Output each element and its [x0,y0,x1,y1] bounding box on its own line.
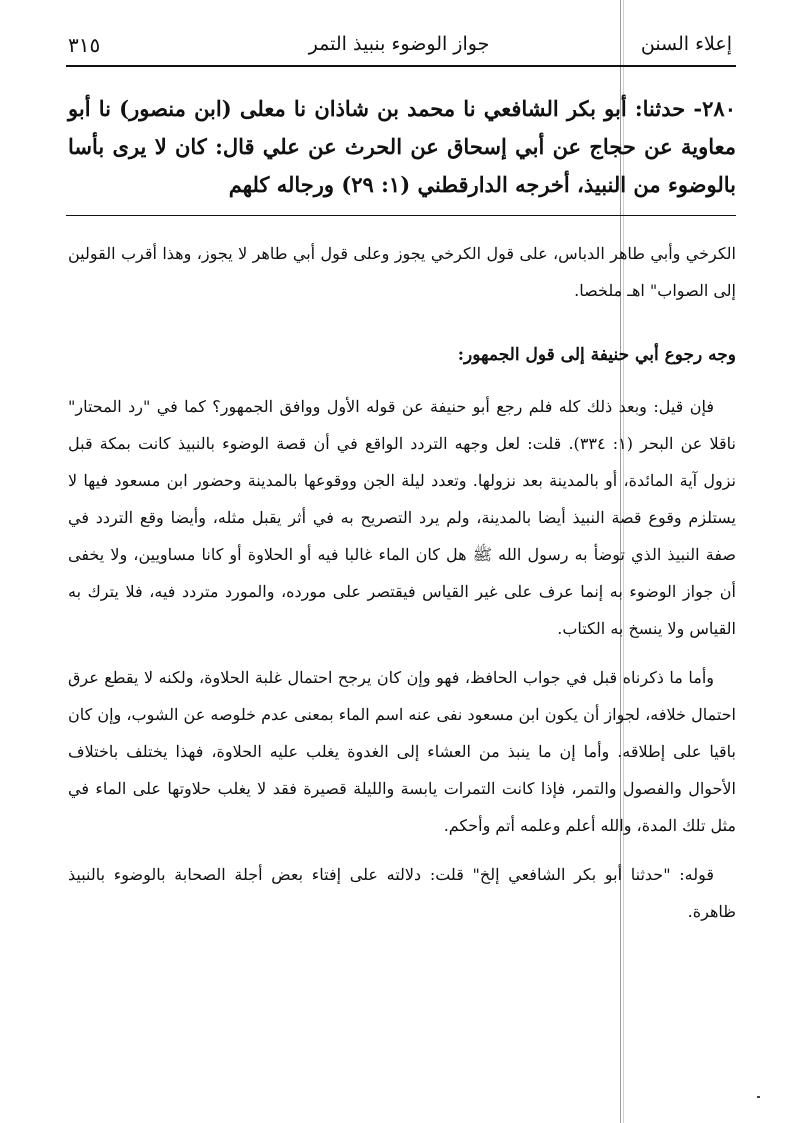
commentary-section [68,235,736,930]
chapter-title: جواز الوضوء بنبيذ التمر [308,33,490,55]
commentary-continuation: الكرخي وأبي طاهر الدباس، على قول الكرخي يجوز وعلى قول أبي طاهر لا يجوز، وهذا أقرب القولين إلى الصواب" اهـ ملخصا. [68,244,736,300]
running-header [66,33,732,65]
page-number: ٣١٥ [68,33,101,57]
scan-speck [757,1096,760,1098]
book-title: إعلاء السنن [640,33,732,55]
commentary-paragraph: قوله: "حدثنا أبو بكر الشافعي إلخ" قلت: دلالته على إفتاء بعض أجلة الصحابة بالوضوء بالنبيذ ظاهرة. [68,865,736,921]
main-text [68,90,736,204]
section-heading: وجه رجوع أبي حنيفة إلى قول الجمهور: [457,345,736,365]
commentary-paragraph: فإن قيل: وبعد ذلك كله فلم رجع أبو حنيفة عن قوله الأول ووافق الجمهور؟ كما في "رد المحتار" ناقلا عن البحر (١: ٣٣٤). قلت: لعل وجهه التردد الواقع في أن قصة الوضوء بالنبيذ كانت بمكة قبل نزول آية المائدة، أو بالمدينة بعد نزولها. وتعدد ليلة الجن ووقوعها بالمدينة وحضور ابن مسعود فيها لا يستلزم وقوع قصة النبيذ أيضا بالمدينة، ولم يرد التصريح به في أثر يقبل مثله، وأيضا وقع التردد في صفة النبيذ الذي توضأ به رسول الله ﷺ هل كان الماء غالبا فيه أو الحلاوة أو كانا مساويين، ولا يخفى أن جواز الوضوء به إنما عرف على غير القياس فيقتصر على مورده، والمورد متردد فيه، فلا يترك به القياس ولا ينسخ به الكتاب. [68,397,736,638]
footnote-separator [66,215,736,216]
hadith-280: ٢٨٠- حدثنا: أبو بكر الشافعي نا محمد بن شاذان نا معلى (ابن منصور) نا أبو معاوية عن حجاج عن أبي إسحاق عن الحرث عن علي قال: كان لا يرى بأسا بالوضوء من النبيذ، أخرجه الدارقطني (١: ٢٩) ورجاله كلهم [68,96,736,197]
header-rule [66,65,736,67]
commentary-paragraph: وأما ما ذكرناه قبل في جواب الحافظ، فهو وإن كان يرجح احتمال غلبة الحلاوة، ولكنه لا يقطع عرق احتمال خلافه، لجواز أن يكون ابن مسعود نفى عنه اسم الماء بمعنى عدم خلوصه عن الشوب، وإن كان باقيا على إطلاقه. وأما إن ما ينبذ من العشاء إلى الغدوة يغلب عليه الحلاوة، فهذا يختلف باختلاف الأحوال والفصول والتمر، فإذا كانت التمرات يابسة والليلة قصيرة فقد لا يغلب حلاوتها على الماء في مثل تلك المدة، والله أعلم وعلمه أتم وأحكم. [68,668,736,835]
